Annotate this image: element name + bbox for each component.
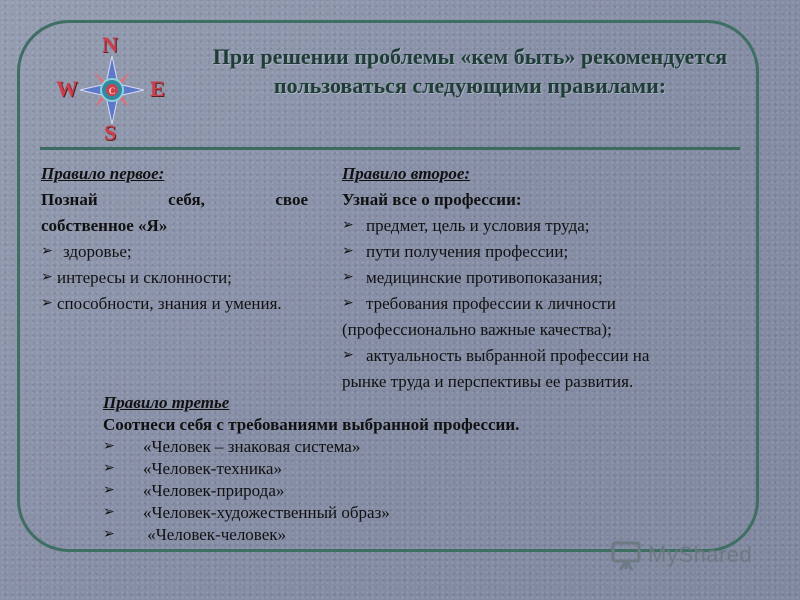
rule-three-lead: Соотнеси себя с требованиями выбранной профессии. bbox=[103, 415, 520, 434]
list-item-text: пути получения профессии; bbox=[366, 242, 569, 261]
rule-one-lead-line-2: собственное «Я» bbox=[41, 216, 168, 235]
list-item bbox=[103, 458, 723, 480]
watermark bbox=[610, 538, 770, 574]
list-item bbox=[342, 343, 748, 369]
watermark-text: MyShared bbox=[648, 542, 753, 567]
rule-one-heading: Правило первое: bbox=[41, 164, 165, 183]
list-item-text: «Человек – знаковая система» bbox=[143, 437, 361, 456]
list-item-text: способности, знания и умения. bbox=[57, 294, 282, 313]
bullet-arrow-icon: ➢ bbox=[103, 483, 115, 498]
rule-three-heading: Правило третье bbox=[103, 393, 230, 412]
bullet-arrow-icon: ➢ bbox=[342, 244, 354, 259]
bullet-arrow-icon: ➢ bbox=[342, 348, 354, 363]
compass-north-label: N bbox=[102, 32, 118, 57]
list-item bbox=[342, 239, 748, 265]
list-item bbox=[342, 291, 748, 317]
list-item bbox=[342, 213, 748, 239]
list-item bbox=[342, 265, 748, 291]
rule-one-lead-line-1: Познай себя, свое bbox=[41, 190, 308, 209]
bullet-arrow-icon: ➢ bbox=[342, 218, 354, 233]
list-item-text: «Человек-человек» bbox=[143, 525, 287, 544]
list-item-text: здоровье; bbox=[63, 242, 132, 261]
title-divider bbox=[40, 147, 740, 150]
bullet-arrow-icon: ➢ bbox=[103, 527, 115, 542]
list-item-continuation: рынке труда и перспективы ее развития. bbox=[342, 372, 634, 391]
bullet-arrow-icon: ➢ bbox=[41, 244, 53, 259]
rule-three-block bbox=[103, 392, 723, 546]
list-item-continuation: (профессионально важные качества); bbox=[342, 320, 612, 339]
list-item-text: «Человек-художественный образ» bbox=[143, 503, 390, 522]
list-item bbox=[103, 502, 723, 524]
bullet-arrow-icon: ➢ bbox=[342, 296, 354, 311]
list-item-text: медицинские противопоказания; bbox=[366, 268, 603, 287]
list-item bbox=[41, 291, 308, 317]
list-item bbox=[41, 239, 308, 265]
list-item-text: «Человек-природа» bbox=[143, 481, 285, 500]
list-item bbox=[41, 265, 308, 291]
compass-center-letter: C bbox=[108, 86, 116, 96]
compass-logo bbox=[54, 34, 170, 146]
bullet-arrow-icon: ➢ bbox=[342, 270, 354, 285]
list-item bbox=[103, 436, 723, 458]
compass-east-label: E bbox=[150, 76, 165, 101]
compass-south-label: S bbox=[104, 120, 117, 145]
compass-west-label: W bbox=[56, 76, 78, 101]
rule-two-heading: Правило второе: bbox=[342, 164, 471, 183]
list-item-text: интересы и склонности; bbox=[57, 268, 232, 287]
list-item-text: предмет, цель и условия труда; bbox=[366, 216, 590, 235]
list-item-text: требования профессии к личности bbox=[366, 294, 616, 313]
rule-one-block bbox=[41, 161, 308, 317]
list-item-text: актуальность выбранной профессии на bbox=[366, 346, 650, 365]
bullet-arrow-icon: ➢ bbox=[41, 270, 53, 285]
list-item bbox=[103, 480, 723, 502]
list-item-text: «Человек-техника» bbox=[143, 459, 282, 478]
bullet-arrow-icon: ➢ bbox=[103, 505, 115, 520]
presentation-board-icon bbox=[610, 538, 644, 572]
bullet-arrow-icon: ➢ bbox=[41, 296, 53, 311]
rule-two-lead: Узнай все о профессии: bbox=[342, 190, 522, 209]
rule-two-block bbox=[342, 161, 748, 395]
bullet-arrow-icon: ➢ bbox=[103, 461, 115, 476]
bullet-arrow-icon: ➢ bbox=[103, 439, 115, 454]
slide-title: При решении проблемы «кем быть» рекомендуется пользоваться следующими правилами: bbox=[212, 44, 728, 98]
